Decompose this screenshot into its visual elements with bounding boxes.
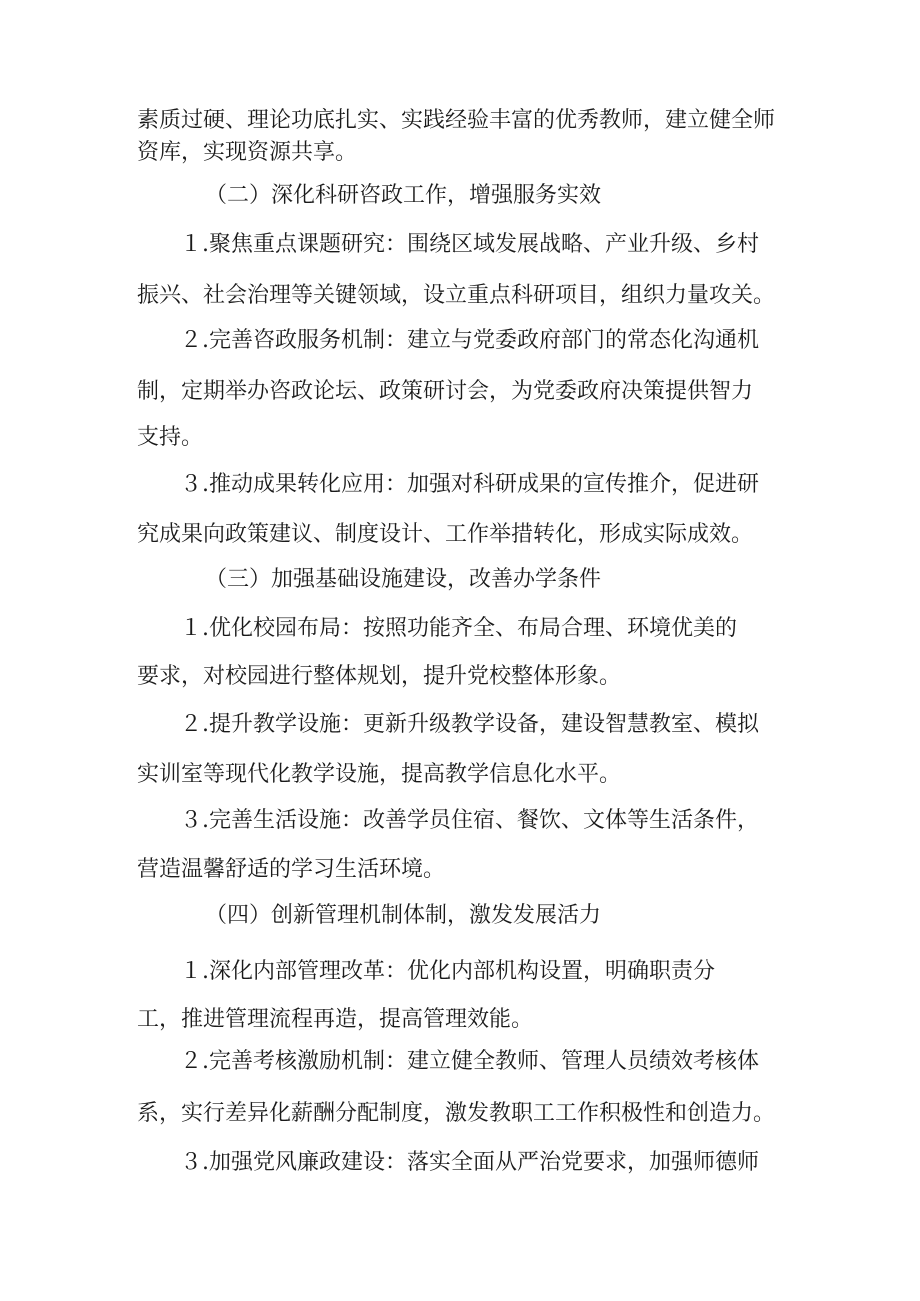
paragraph-line: ３.推动成果转化应用：加强对科研成果的宣传推介，促进研	[180, 472, 759, 497]
paragraph-line: ２.完善考核激励机制：建立健全教师、管理人员绩效考核体	[180, 1049, 759, 1074]
paragraph-line: ２.完善咨政服务机制：建立与党委政府部门的常态化沟通机	[180, 328, 759, 353]
paragraph-line: 系，实行差异化薪酬分配制度，激发教职工工作积极性和创造力。	[137, 1101, 776, 1126]
paragraph-line: 制，定期举办咨政论坛、政策研讨会，为党委政府决策提供智力	[137, 379, 754, 404]
section-heading: （四）创新管理机制体制，激发发展活力	[205, 903, 602, 928]
paragraph-line: 营造温馨舒适的学习生活环境。	[137, 857, 446, 882]
paragraph-line: ３.加强党风廉政建设：落实全面从严治党要求，加强师德师	[180, 1150, 759, 1175]
paragraph-line: 要求，对校园进行整体规划，提升党校整体形象。	[137, 664, 622, 689]
section-heading: （二）深化科研咨政工作，增强服务实效	[205, 183, 602, 208]
paragraph-line: 支持。	[137, 425, 204, 450]
paragraph-line: １.深化内部管理改革：优化内部机构设置，明确职责分	[180, 959, 715, 984]
paragraph-line: 素质过硬、理论功底扎实、实践经验丰富的优秀教师，建立健全师	[137, 108, 776, 133]
paragraph-line: 工，推进管理流程再造，提高管理效能。	[137, 1007, 534, 1032]
paragraph-line: 资库，实现资源共享。	[137, 140, 358, 165]
paragraph-line: １.聚焦重点课题研究：围绕区域发展战略、产业升级、乡村	[180, 232, 759, 257]
paragraph-line: ３.完善生活设施：改善学员住宿、餐饮、文体等生活条件，	[180, 808, 759, 833]
paragraph-line: 振兴、社会治理等关键领域，设立重点科研项目，组织力量攻关。	[137, 283, 776, 308]
paragraph-line: １.优化校园布局：按照功能齐全、布局合理、环境优美的	[180, 616, 737, 641]
paragraph-line: 究成果向政策建议、制度设计、工作举措转化，形成实际成效。	[137, 522, 754, 547]
paragraph-line: ２.提升教学设施：更新升级教学设备，建设智慧教室、模拟	[180, 712, 759, 737]
paragraph-line: 实训室等现代化教学设施，提高教学信息化水平。	[137, 762, 622, 787]
section-heading: （三）加强基础设施建设，改善办学条件	[205, 567, 602, 592]
